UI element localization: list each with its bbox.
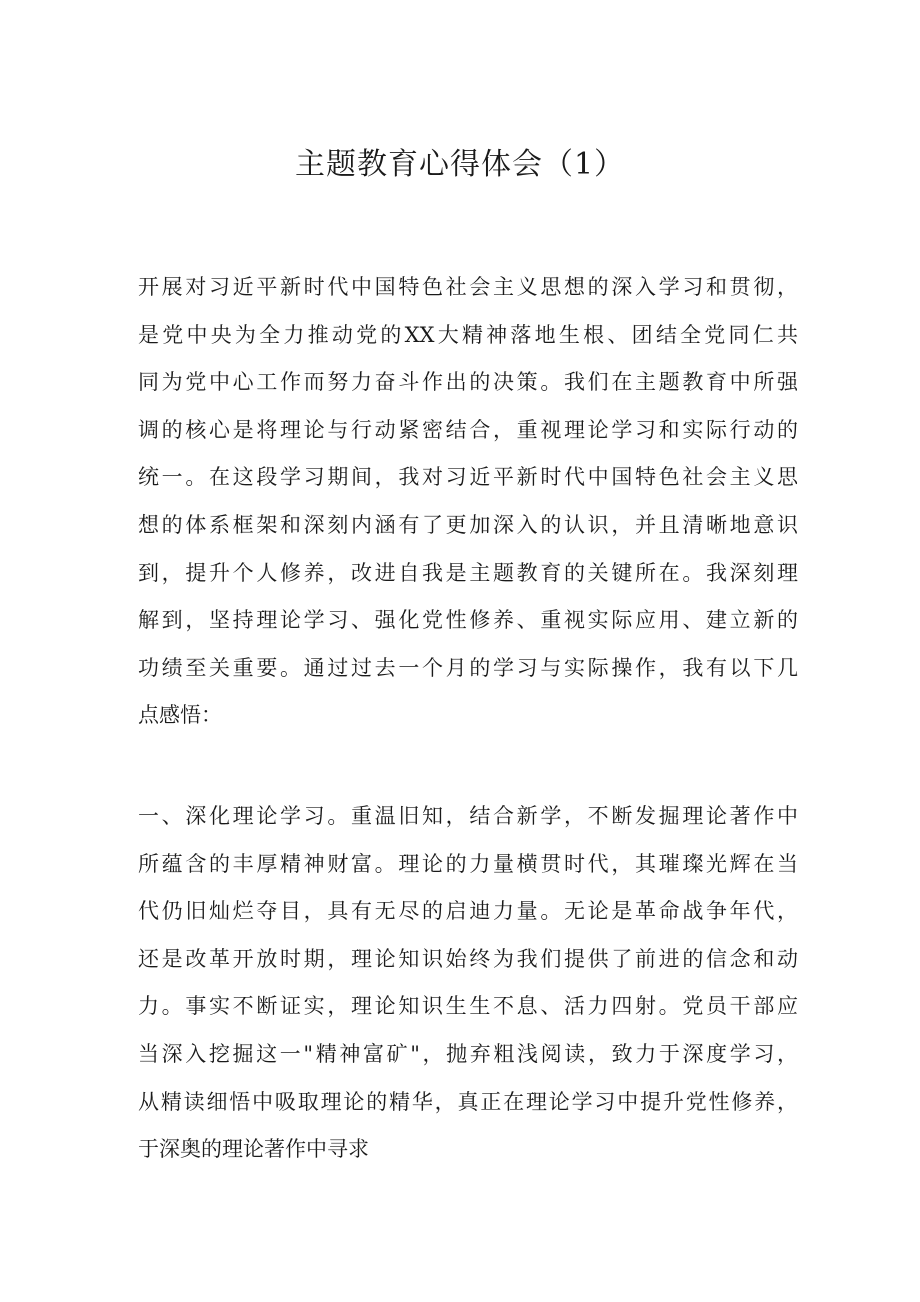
paragraph-line: 是党中央为全力推动党的XX大精神落地生根、团结全党同仁共 xyxy=(138,322,798,347)
paragraph-line: 解到，坚持理论学习、强化党性修养、重视实际应用、建立新的 xyxy=(138,608,798,633)
paragraph-line: 开展对习近平新时代中国特色社会主义思想的深入学习和贯彻， xyxy=(138,275,798,299)
paragraph-line: 调的核心是将理论与行动紧密结合，重视理论学习和实际行动的 xyxy=(138,417,798,442)
paragraph-line: 功绩至关重要。通过过去一个月的学习与实际操作，我有以下几 xyxy=(138,655,798,680)
paragraph-section-one xyxy=(138,793,798,1174)
paragraph-line: 想的体系框架和深刻内涵有了更加深入的认识，并且清晰地意识 xyxy=(138,512,798,537)
document-title: 主题教育心得体会（1） xyxy=(294,147,626,182)
paragraph-line: 点感悟： xyxy=(138,703,222,728)
paragraph-line: 力。事实不断证实，理论知识生生不息、活力四射。党员干部应 xyxy=(138,994,798,1019)
paragraph-intro xyxy=(138,264,798,740)
paragraph-line: 还是改革开放时期，理论知识始终为我们提供了前进的信念和动 xyxy=(138,946,798,971)
paragraph-line: 一、深化理论学习。重温旧知，结合新学，不断发掘理论著作中 xyxy=(138,804,798,828)
paragraph-line: 从精读细悟中吸取理论的精华，真正在理论学习中提升党性修养， xyxy=(138,1089,798,1114)
paragraph-line: 到，提升个人修养，改进自我是主题教育的关键所在。我深刻理 xyxy=(138,560,798,585)
paragraph-line: 统一。在这段学习期间，我对习近平新时代中国特色社会主义思 xyxy=(138,465,798,490)
paragraph-line: 当深入挖掘这一"精神富矿"，抛弃粗浅阅读，致力于深度学习， xyxy=(138,1041,798,1066)
paragraph-line: 代仍旧灿烂夺目，具有无尽的启迪力量。无论是革命战争年代， xyxy=(138,899,798,924)
paragraph-line: 于深奥的理论著作中寻求 xyxy=(138,1137,369,1162)
paragraph-line: 所蕴含的丰厚精神财富。理论的力量横贯时代，其璀璨光辉在当 xyxy=(138,851,798,876)
paragraph-line: 同为党中心工作而努力奋斗作出的决策。我们在主题教育中所强 xyxy=(138,370,798,395)
